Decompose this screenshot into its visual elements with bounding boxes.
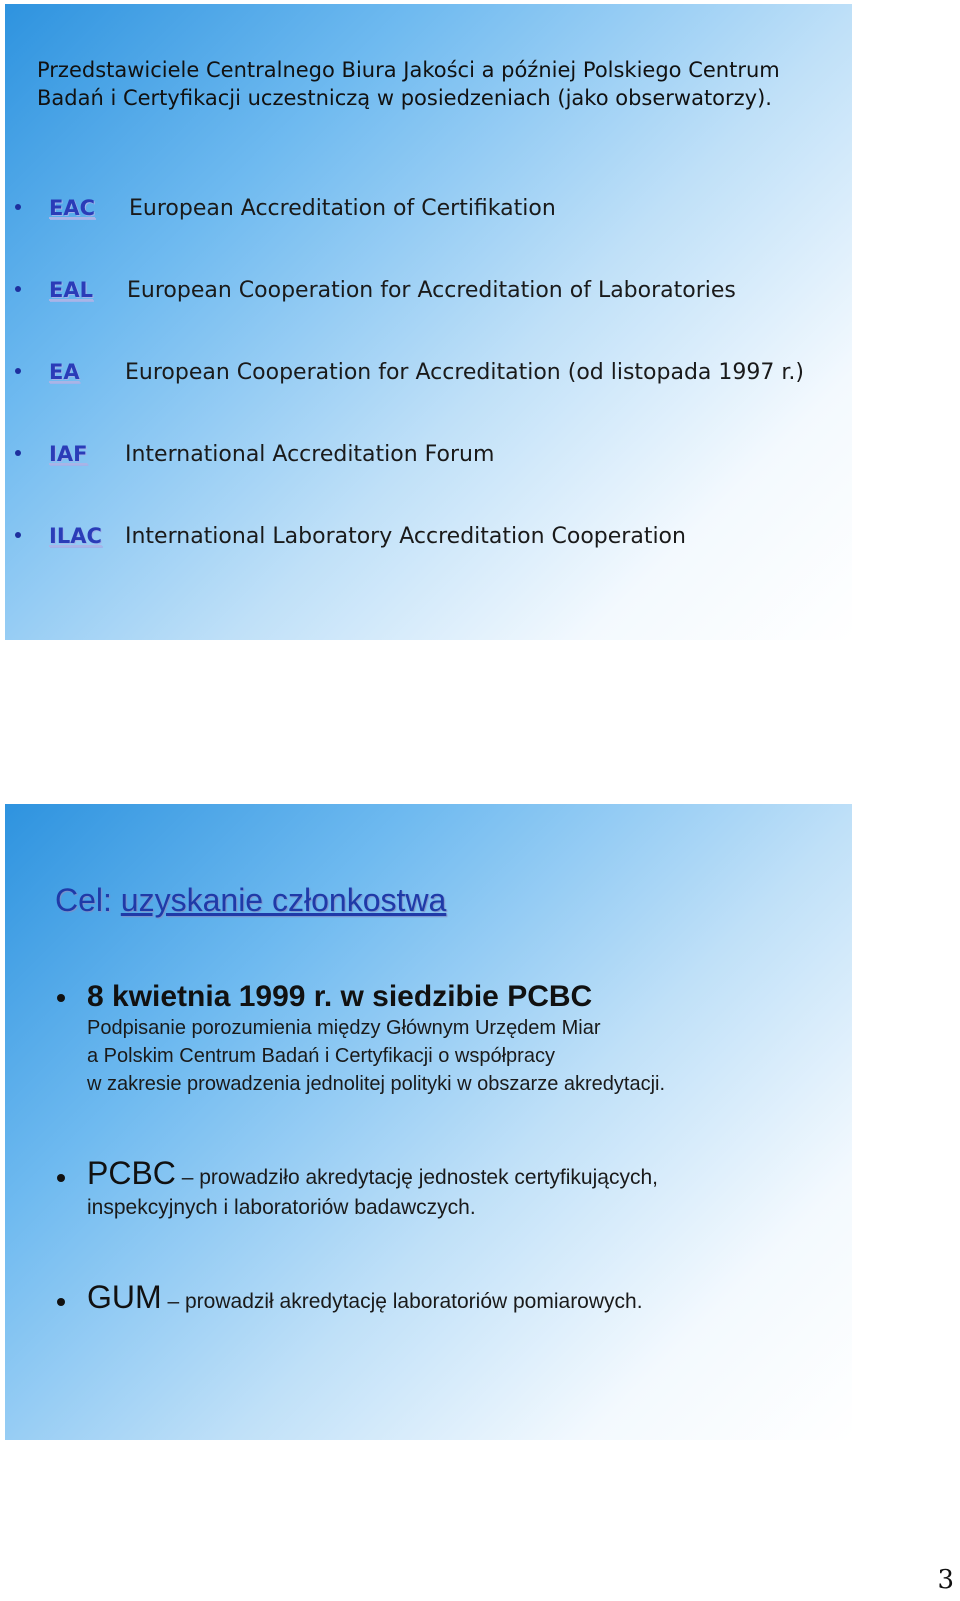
- pcbc-line2: inspekcyjnych i laboratoriów badawczych.: [87, 1196, 476, 1219]
- pcbc-lead: PCBC: [87, 1155, 176, 1191]
- agreement-line: w zakresie prowadzenia jednolitej polityki w obszarze akredytacji.: [87, 1073, 666, 1095]
- abbr-link[interactable]: EAC: [49, 196, 96, 220]
- slide-organizations: [5, 4, 852, 640]
- title-prefix: Cel:: [55, 882, 121, 918]
- bullet-icon: [57, 1298, 65, 1306]
- gum-lead: GUM: [87, 1279, 162, 1315]
- abbr-description: European Cooperation for Accreditation (od listopada 1997 r.): [125, 360, 804, 385]
- bullet-text: [87, 980, 835, 1098]
- abbr-description: International Laboratory Accreditation Cooperation: [125, 524, 686, 549]
- list-item-eac: [5, 196, 845, 226]
- bullet-icon: [15, 368, 21, 374]
- gum-rest: – prowadził akredytację laboratoriów pomiarowych.: [161, 1290, 643, 1313]
- abbr-description: International Accreditation Forum: [125, 442, 495, 467]
- abbr-description: European Cooperation for Accreditation of Laboratories: [127, 278, 736, 303]
- abbr-link[interactable]: EAL: [49, 278, 93, 302]
- agreement-heading: 8 kwietnia 1999 r. w siedzibie PCBC: [87, 980, 593, 1013]
- bullet-icon: [15, 204, 21, 210]
- bullet-text: [87, 1155, 835, 1223]
- abbr-link[interactable]: ILAC: [49, 524, 102, 548]
- bullet-icon: [15, 286, 21, 292]
- agreement-line: a Polskim Centrum Badań i Certyfikacji o współpracy: [87, 1045, 555, 1067]
- agreement-line: Podpisanie porozumienia między Głównym Urzędem Miar: [87, 1017, 601, 1039]
- abbr-link[interactable]: IAF: [49, 442, 88, 466]
- bullet-icon: [15, 450, 21, 456]
- bullet-icon: [15, 532, 21, 538]
- pcbc-rest: – prowadziło akredytację jednostek certyfikujących,: [175, 1166, 658, 1189]
- slide-title: [55, 882, 446, 919]
- bullet-icon: [57, 1174, 65, 1182]
- bullet-icon: [57, 994, 65, 1002]
- list-item-ea: [5, 360, 845, 390]
- list-item-ilac: [5, 524, 845, 554]
- page-number: 3: [937, 1565, 954, 1595]
- slide-membership: [5, 804, 852, 1440]
- intro-text: Przedstawiciele Centralnego Biura Jakości a później Polskiego Centrum Badań i Certyfikacji uczestniczą w posiedzeniach (jako obserwatorzy).: [37, 58, 780, 110]
- abbr-link[interactable]: EA: [49, 360, 80, 384]
- list-item-iaf: [5, 442, 845, 472]
- title-link[interactable]: uzyskanie członkostwa: [120, 882, 447, 918]
- bullet-text: [87, 1279, 835, 1317]
- list-item-eal: [5, 278, 845, 308]
- abbr-description: European Accreditation of Certifikation: [129, 196, 556, 221]
